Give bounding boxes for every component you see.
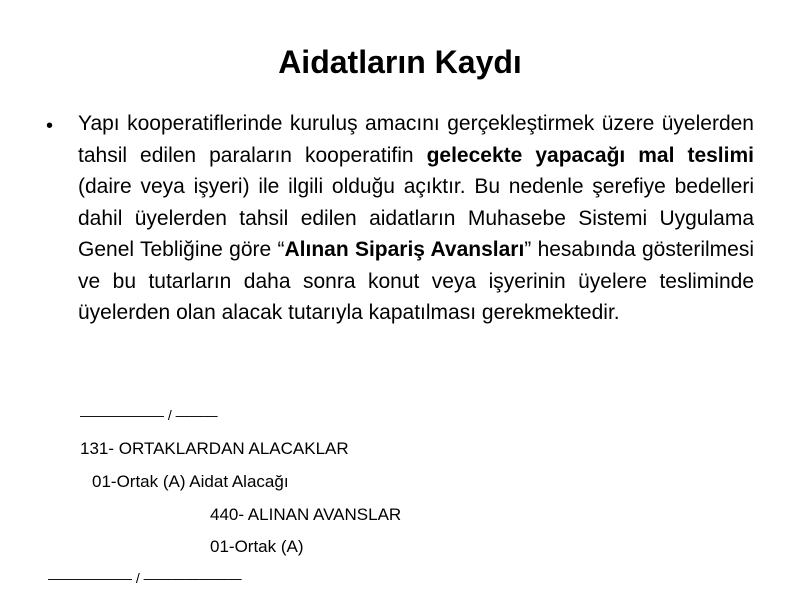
bullet-dot-icon: •	[46, 115, 54, 137]
journal-credit-account: 440- ALINAN AVANSLAR	[210, 505, 402, 524]
bullet-paragraph	[78, 108, 754, 329]
journal-debit-subaccount: 01-Ortak (A) Aidat Alacağı	[92, 472, 289, 491]
journal-credit-subaccount: 01-Ortak (A)	[210, 537, 304, 556]
paragraph-text-2: (daire veya işyeri) ile ilgili olduğu açıktır. Bu nedenle şerefiye bedelleri dahil üyelerden tahsil edilen aidatların Muhasebe Sistemi Uygulama Genel Tebliğine göre “	[78, 175, 754, 261]
paragraph-bold-1: gelecekte yapacağı mal teslimi	[426, 143, 754, 167]
slide-title: Aidatların Kaydı	[278, 44, 522, 80]
journal-debit-account: 131- ORTAKLARDAN ALACAKLAR	[80, 439, 349, 458]
paragraph-text-1: Yapı kooperatiflerinde kuruluş amacını gerçekleştirmek üzere üyelerden tahsil edilen paraların kooperatifin	[78, 112, 754, 167]
paragraph-bold-2: Alınan Sipariş Avansları	[284, 238, 525, 261]
paragraph-text-3: ” hesabında gösterilmesi ve bu tutarların daha sonra konut veya işyerinin üyelere tesliminde üyelerden olan alacak tutarıyla kapatılması gerekmektedir.	[78, 238, 754, 324]
journal-separator-bottom: —————— / ———————	[48, 570, 242, 586]
journal-separator-top: —————— / ———	[80, 407, 218, 423]
